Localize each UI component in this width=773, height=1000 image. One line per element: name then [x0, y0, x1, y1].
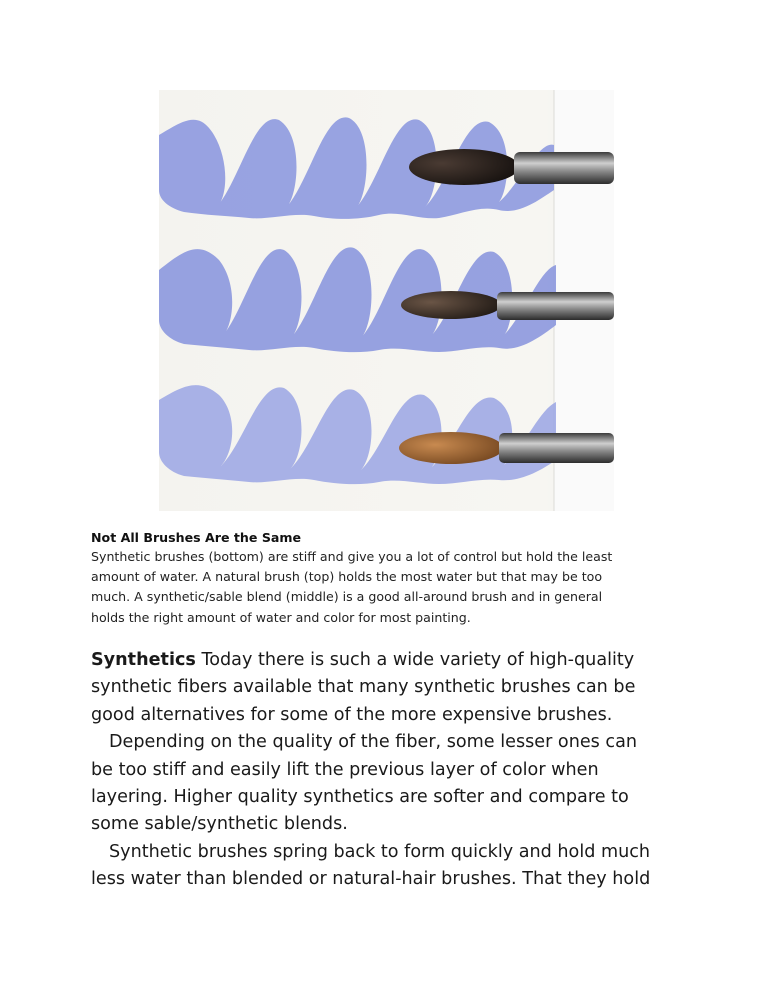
- paragraph-line: be too stiff and easily lift the previous layer of color when: [91, 759, 599, 780]
- caption-line: amount of water. A natural brush (top) holds the most water but that may be too: [91, 569, 603, 585]
- paragraph-line: Today there is such a wide variety of high-quality: [195, 650, 635, 670]
- brush-comparison-photo: [159, 90, 614, 511]
- section-lead: Synthetics: [91, 650, 196, 670]
- paragraph-line: less water than blended or natural-hair brushes. That they hold: [91, 869, 651, 890]
- blend-brush: [401, 291, 614, 320]
- paragraph-line: some sable/synthetic blends.: [91, 814, 348, 835]
- figure-caption: [91, 529, 691, 628]
- paragraph-line: layering. Higher quality synthetics are softer and compare to: [91, 787, 629, 808]
- caption-title: Not All Brushes Are the Same: [91, 530, 302, 545]
- paragraph-spring-back: [91, 839, 711, 894]
- caption-line: much. A synthetic/sable blend (middle) is a good all-around brush and in general: [91, 589, 603, 605]
- paragraph-line: Depending on the quality of the fiber, some lesser ones can: [109, 732, 638, 753]
- caption-line: Synthetic brushes (bottom) are stiff and give you a lot of control but hold the least: [91, 549, 613, 564]
- caption-line: holds the right amount of water and color for most painting.: [91, 609, 471, 625]
- watercolor-brush-strokes-illustration: [159, 90, 614, 511]
- paint-stroke-bottom: [159, 385, 556, 484]
- paragraph-line: Synthetic brushes spring back to form quickly and hold much: [109, 841, 651, 862]
- paragraph-line: synthetic fibers available that many synthetic brushes can be: [91, 677, 636, 698]
- paragraph-line: good alternatives for some of the more expensive brushes.: [91, 704, 613, 725]
- caption-body: [91, 547, 691, 628]
- paragraph-quality: [91, 729, 711, 839]
- body-text: [91, 647, 711, 894]
- paragraph-synthetics: [91, 647, 711, 729]
- synthetic-brush: [399, 432, 614, 464]
